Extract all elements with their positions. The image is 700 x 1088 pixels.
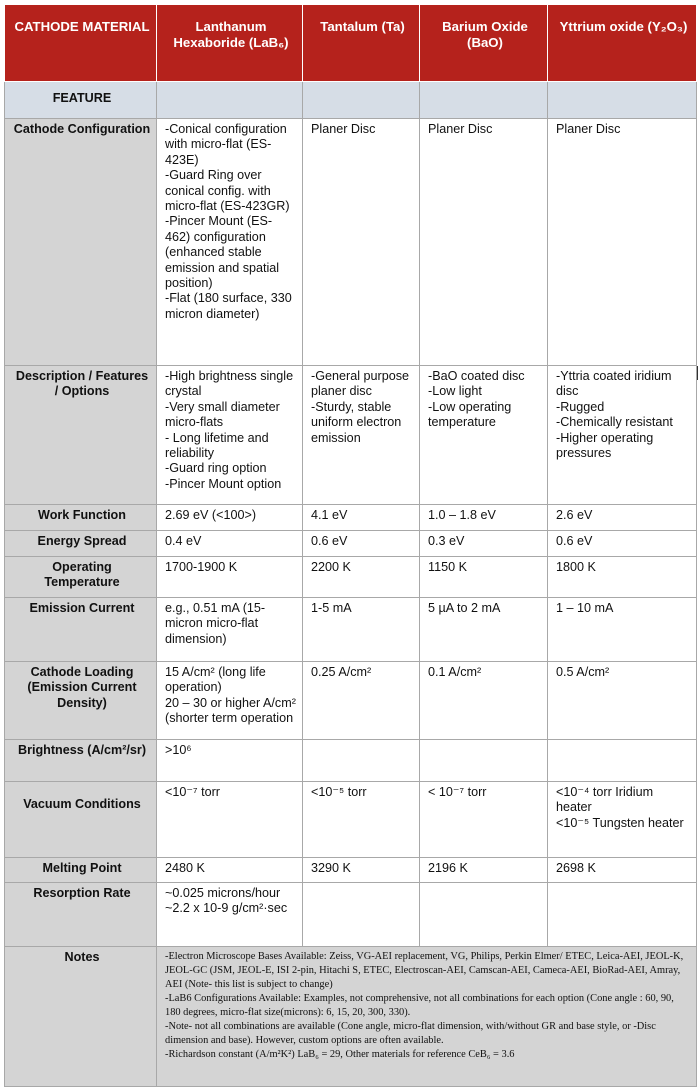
cell-energy-spread-y2o3: 0.6 eV [548,531,697,557]
header-yttrium-oxide: Yttrium oxide (Y₂O₃) [548,5,697,82]
row-label-emission-current: Emission Current [5,598,157,662]
cell-emission-current-bao: 5 µA to 2 mA [420,598,548,662]
cell-resorption-y2o3 [548,883,697,947]
feature-cell-lab6 [157,82,303,119]
row-label-energy-spread: Energy Spread [5,531,157,557]
feature-row [5,82,697,119]
cell-operating-temperature-lab6: 1700-1900 K [157,557,303,598]
cell-work-function-y2o3: 2.6 eV [548,505,697,531]
table-row-work-function [5,505,697,531]
list-item: ~2.2 x 10-9 g/cm²·sec [165,901,288,916]
cell-resorption-lab6 [157,883,303,947]
cell-emission-current-y2o3: 1 – 10 mA [548,598,697,662]
cell-cathode-loading-ta: 0.25 A/cm² [303,662,420,740]
header-barium-oxide: Barium Oxide (BaO) [420,5,548,82]
list-item: <10⁻⁴ torr Iridium heater [556,785,654,815]
cell-cathode-loading-bao: 0.1 A/cm² [420,662,548,740]
list-item: -Low operating temperature [428,399,512,430]
cell-description-y2o3 [548,366,697,505]
cell-configuration-bao: Planer Disc [420,119,548,366]
cell-melting-point-y2o3: 2698 K [548,858,697,883]
cell-melting-point-bao: 2196 K [420,858,548,883]
notes-line: -Electron Microscope Bases Available: Zeiss, VG-AEI replacement, VG, Philips, Perkin Elmer/ ETEC, Leica-AEI, JEOL-K, JEOL-GC (JSM, JEOL-E, ISI 2-pin, Hitachi S, ETEC, Electroscan-AEI, Camscan-AEI, Cameca-AEI, BioRad-AEI, Amray, AEI (Note- this list is subject to change) [165,951,684,990]
cathode-comparison-table [4,4,697,1087]
list-item: ~0.025 microns/hour [165,886,281,900]
cell-energy-spread-bao: 0.3 eV [420,531,548,557]
table-row-description [5,366,697,505]
cell-vacuum-y2o3 [548,782,697,858]
table-row-brightness [5,740,697,782]
list-item: -BaO coated disc [428,369,525,383]
cell-configuration-lab6 [157,119,303,366]
row-label-description: Description / Features / Options [5,366,157,505]
cell-melting-point-lab6: 2480 K [157,858,303,883]
list-item: - Long lifetime and reliability [165,430,269,461]
table-row-notes [5,947,697,1087]
row-label-cathode-loading: Cathode Loading (Emission Current Density) [5,662,157,740]
cell-cathode-loading-lab6 [157,662,303,740]
list-item: -Low light [428,384,482,399]
header-lab6: Lanthanum Hexaboride (LaB₆) [157,5,303,82]
row-label-resorption: Resorption Rate [5,883,157,947]
list-item: <10⁻⁵ Tungsten heater [556,815,684,830]
cell-operating-temperature-bao: 1150 K [420,557,548,598]
cell-operating-temperature-ta: 2200 K [303,557,420,598]
table-row-cathode-loading [5,662,697,740]
notes-line: -Note- not all combinations are available (Cone angle, micro-flat dimension, with/without GR and base style, or -Disc dimension and base). However, custom options are often available. [165,1021,656,1046]
cell-brightness-bao [420,740,548,782]
cell-vacuum-bao: < 10⁻⁷ torr [420,782,548,858]
table-row-resorption [5,883,697,947]
cell-energy-spread-lab6: 0.4 eV [157,531,303,557]
list-item: -Flat (180 surface, 330 micron diameter) [165,291,292,321]
table-row-energy-spread [5,531,697,557]
feature-label: FEATURE [5,82,157,119]
cell-brightness-ta [303,740,420,782]
text-cursor-mark [697,366,698,380]
list-item: -Chemically resistant [556,415,673,430]
cell-work-function-lab6: 2.69 eV (<100>) [157,505,303,531]
list-item: -Guard Ring over conical config. with micro-flat (ES-423GR) [165,168,290,214]
table-row-configuration [5,119,697,366]
row-label-vacuum: Vacuum Conditions [5,782,157,858]
list-item: -High brightness single crystal [165,369,294,399]
table-header-row [5,5,697,82]
comparison-table-wrapper [4,4,696,1087]
cell-configuration-ta: Planer Disc [303,119,420,366]
list-item: -Guard ring option [165,461,267,476]
row-label-work-function: Work Function [5,505,157,531]
notes-line: -LaB6 Configurations Available: Examples, not comprehensive, not all combinations for each option (Cone angle : 60, 90, 180 degrees, micro-flat size(microns): 6, 15, 20, 300, 330). [165,993,674,1018]
cell-emission-current-ta: 1-5 mA [303,598,420,662]
cell-resorption-ta [303,883,420,947]
cell-vacuum-ta: <10⁻⁵ torr [303,782,420,858]
cell-brightness-y2o3 [548,740,697,782]
feature-cell-y2o3 [548,82,697,119]
list-item: -Very small diameter micro-flats [165,399,280,430]
row-label-melting-point: Melting Point [5,858,157,883]
feature-cell-bao [420,82,548,119]
cell-melting-point-ta: 3290 K [303,858,420,883]
header-cathode-material: CATHODE MATERIAL [5,5,157,82]
cell-configuration-y2o3: Planer Disc [548,119,697,366]
list-item: -Conical configuration with micro-flat (ES-423E) [165,122,287,167]
list-item: -Sturdy, stable uniform electron emission [311,399,402,445]
cell-cathode-loading-y2o3: 0.5 A/cm² [548,662,697,740]
list-item: -General purpose planer disc [311,369,410,399]
cell-description-ta [303,366,420,505]
cell-operating-temperature-y2o3: 1800 K [548,557,697,598]
table-row-emission-current [5,598,697,662]
cell-energy-spread-ta: 0.6 eV [303,531,420,557]
header-tantalum: Tantalum (Ta) [303,5,420,82]
table-row-vacuum [5,782,697,858]
cell-vacuum-lab6: <10⁻⁷ torr [157,782,303,858]
cell-description-bao [420,366,548,505]
notes-body [157,947,697,1087]
list-item: 15 A/cm² (long life operation) [165,665,266,695]
row-label-brightness: Brightness (A/cm²/sr) [5,740,157,782]
row-label-operating-temperature: Operating Temperature [5,557,157,598]
row-label-notes: Notes [5,947,157,1087]
feature-cell-ta [303,82,420,119]
cell-emission-current-lab6: e.g., 0.51 mA (15-micron micro-flat dimension) [157,598,303,662]
list-item: -Rugged [556,399,605,414]
list-item: -Pincer Mount option [165,476,282,491]
table-row-melting-point [5,858,697,883]
list-item: -Higher operating pressures [556,430,654,461]
cell-resorption-bao [420,883,548,947]
table-row-operating-temperature [5,557,697,598]
notes-line: -Richardson constant (A/m²K²) LaB₆ = 29, Other materials for reference CeB₆ = 3.6 [165,1049,515,1060]
cell-work-function-bao: 1.0 – 1.8 eV [420,505,548,531]
cell-brightness-lab6: >10⁶ [157,740,303,782]
cell-work-function-ta: 4.1 eV [303,505,420,531]
list-item: -Pincer Mount (ES-462) configuration (enhanced stable emission and spatial position) [165,214,280,291]
list-item: -Yttria coated iridium disc [556,369,672,399]
cell-description-lab6 [157,366,303,505]
row-label-configuration: Cathode Configuration [5,119,157,366]
list-item: 20 – 30 or higher A/cm² (shorter term operation [165,695,296,726]
